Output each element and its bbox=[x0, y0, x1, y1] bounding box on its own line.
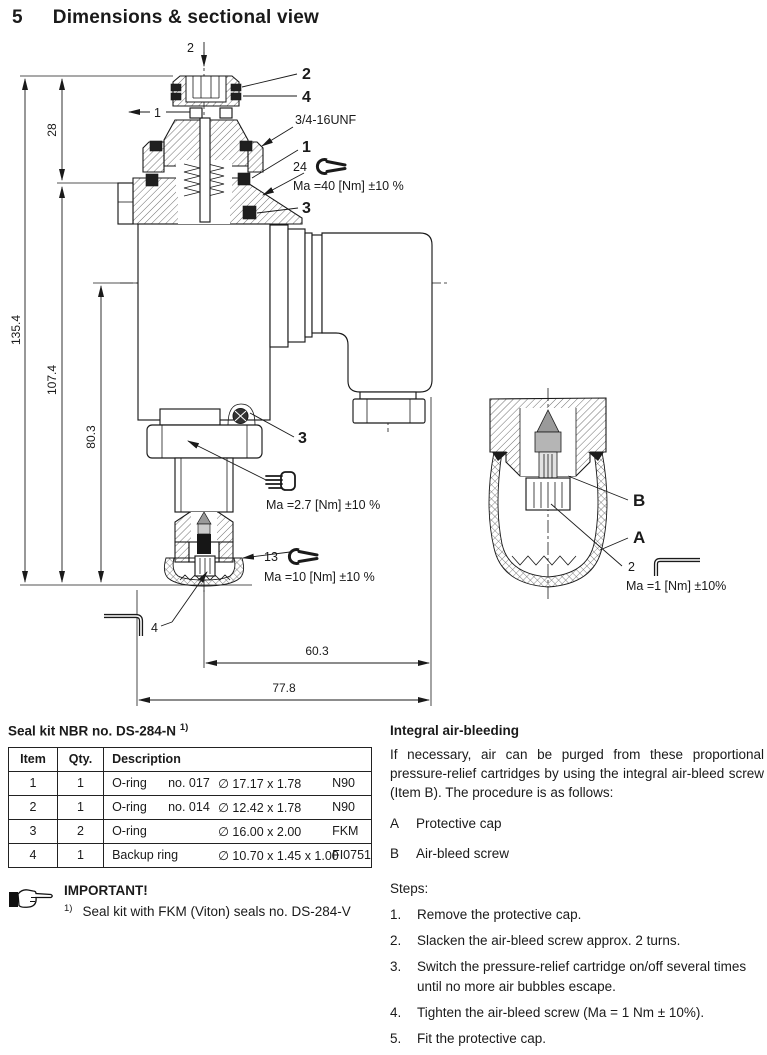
section-title: Dimensions & sectional view bbox=[52, 7, 319, 28]
cell-qty: 1 bbox=[57, 843, 103, 867]
detail-callout-2: 2 bbox=[628, 560, 635, 574]
cell-item: 3 bbox=[9, 819, 58, 843]
important-note bbox=[8, 883, 378, 919]
cell-qty: 1 bbox=[57, 771, 103, 795]
callout-top-2: 2 bbox=[187, 41, 194, 55]
air-bleeding-section bbox=[390, 721, 764, 1055]
steps-heading: Steps: bbox=[390, 880, 429, 896]
seal-kit-title bbox=[8, 722, 372, 739]
cell-qty: 1 bbox=[57, 795, 103, 819]
section-number: 5 bbox=[12, 7, 23, 28]
step-2: 2. Slacken the air-bleed screw approx. 2 turns. bbox=[390, 933, 681, 949]
seal-kit-title-text: Seal kit NBR no. DS-284-N bbox=[8, 723, 177, 739]
hex-key-icon bbox=[104, 616, 141, 636]
detail-ma-1: Ma =1 [Nm] ±10% bbox=[626, 579, 727, 593]
dim-28: 28 bbox=[45, 123, 59, 137]
legend-item-B: B Air-bleed screw bbox=[390, 845, 510, 861]
ma-2-7: Ma =2.7 [Nm] ±10 % bbox=[266, 498, 381, 512]
o-ring bbox=[150, 141, 162, 151]
ma-10: Ma =10 [Nm] ±10 % bbox=[264, 570, 375, 584]
callout-2: 2 bbox=[302, 66, 311, 83]
table-row bbox=[9, 771, 372, 795]
important-heading: IMPORTANT! bbox=[64, 883, 148, 898]
dim-107-4: 107.4 bbox=[45, 364, 59, 396]
important-text-block bbox=[56, 883, 351, 919]
col-qty: Qty. bbox=[57, 747, 103, 771]
callout-4b: 4 bbox=[151, 621, 158, 635]
callout-4: 4 bbox=[302, 89, 311, 106]
backup-ring-item4 bbox=[231, 93, 241, 100]
air-bleeding-intro: If necessary, air can be purged from these proportional pressure-relief cartridges by using the integral air-bleed screw (Item B). The procedure is as follows: bbox=[390, 747, 764, 801]
legend-item-A: A Protective cap bbox=[390, 815, 502, 831]
table-row bbox=[9, 843, 372, 867]
dim-135-4: 135.4 bbox=[9, 314, 23, 346]
cell-description: O-ring no. 017 ∅ 17.17 x 1.78 N90 bbox=[112, 775, 355, 791]
pointing-hand-icon bbox=[8, 883, 56, 918]
col-description: Description bbox=[104, 747, 372, 771]
lock-nut bbox=[147, 425, 262, 458]
air-bleeding-heading: Integral air-bleeding bbox=[390, 723, 520, 738]
o-ring bbox=[240, 141, 252, 151]
step-3: 3. Switch the pressure-relief cartridge on/off several times until no more air bubbles escape. bbox=[390, 959, 747, 994]
callout-3: 3 bbox=[302, 200, 311, 217]
step-4: 4. Tighten the air-bleed screw (Ma = 1 Nm ± 10%). bbox=[390, 1004, 705, 1020]
adjustment-stem bbox=[200, 118, 210, 222]
cell-description: O-ring ∅ 16.00 x 2.00 FKM bbox=[112, 823, 359, 839]
table-header-row bbox=[9, 747, 372, 771]
table-row bbox=[9, 795, 372, 819]
dim-80-3: 80.3 bbox=[84, 425, 98, 449]
seal-kit-table bbox=[8, 747, 372, 868]
o-ring bbox=[146, 174, 158, 186]
ma-40: Ma =40 [Nm] ±10 % bbox=[293, 179, 404, 193]
cell-description: Backup ring ∅ 10.70 x 1.45 x 1.00 FI0751 bbox=[112, 847, 371, 863]
cartridge-stem bbox=[175, 458, 233, 512]
valve-body bbox=[138, 224, 270, 420]
col-item: Item bbox=[9, 747, 58, 771]
seal-kit-section bbox=[8, 722, 372, 868]
seal-kit-title-footref: 1) bbox=[179, 722, 189, 733]
o-ring-item3 bbox=[243, 206, 256, 219]
cable-gland-nut bbox=[353, 399, 425, 423]
cell-item: 2 bbox=[9, 795, 58, 819]
wrench-size-24: 24 bbox=[293, 160, 307, 174]
o-ring bbox=[238, 173, 250, 185]
o-ring-item2 bbox=[231, 84, 241, 91]
solenoid-connector bbox=[322, 233, 432, 392]
callout-3b: 3 bbox=[298, 430, 307, 447]
detail-label-A: A bbox=[633, 528, 646, 547]
cell-qty: 2 bbox=[57, 819, 103, 843]
footnote-text: Seal kit with FKM (Viton) seals no. DS-284-V bbox=[82, 904, 351, 919]
footnote-marker: 1) bbox=[64, 903, 73, 914]
cell-description: O-ring no. 014 ∅ 12.42 x 1.78 N90 bbox=[112, 799, 355, 815]
cell-item: 1 bbox=[9, 771, 58, 795]
detail-label-B: B bbox=[633, 491, 646, 510]
callout-1: 1 bbox=[302, 139, 311, 156]
wrench-size-13: 13 bbox=[264, 550, 278, 564]
cell-item: 4 bbox=[9, 843, 58, 867]
hex-key-icon bbox=[656, 560, 700, 576]
step-5: 5. Fit the protective cap. bbox=[390, 1030, 547, 1046]
callout-spindle-1: 1 bbox=[154, 106, 161, 120]
dim-77-8: 77.8 bbox=[272, 681, 296, 695]
thread-label: 3/4-16UNF bbox=[295, 113, 357, 127]
table-row bbox=[9, 819, 372, 843]
step-1: 1. Remove the protective cap. bbox=[390, 907, 582, 923]
dim-60-3: 60.3 bbox=[305, 644, 329, 658]
detail-view bbox=[489, 398, 726, 593]
